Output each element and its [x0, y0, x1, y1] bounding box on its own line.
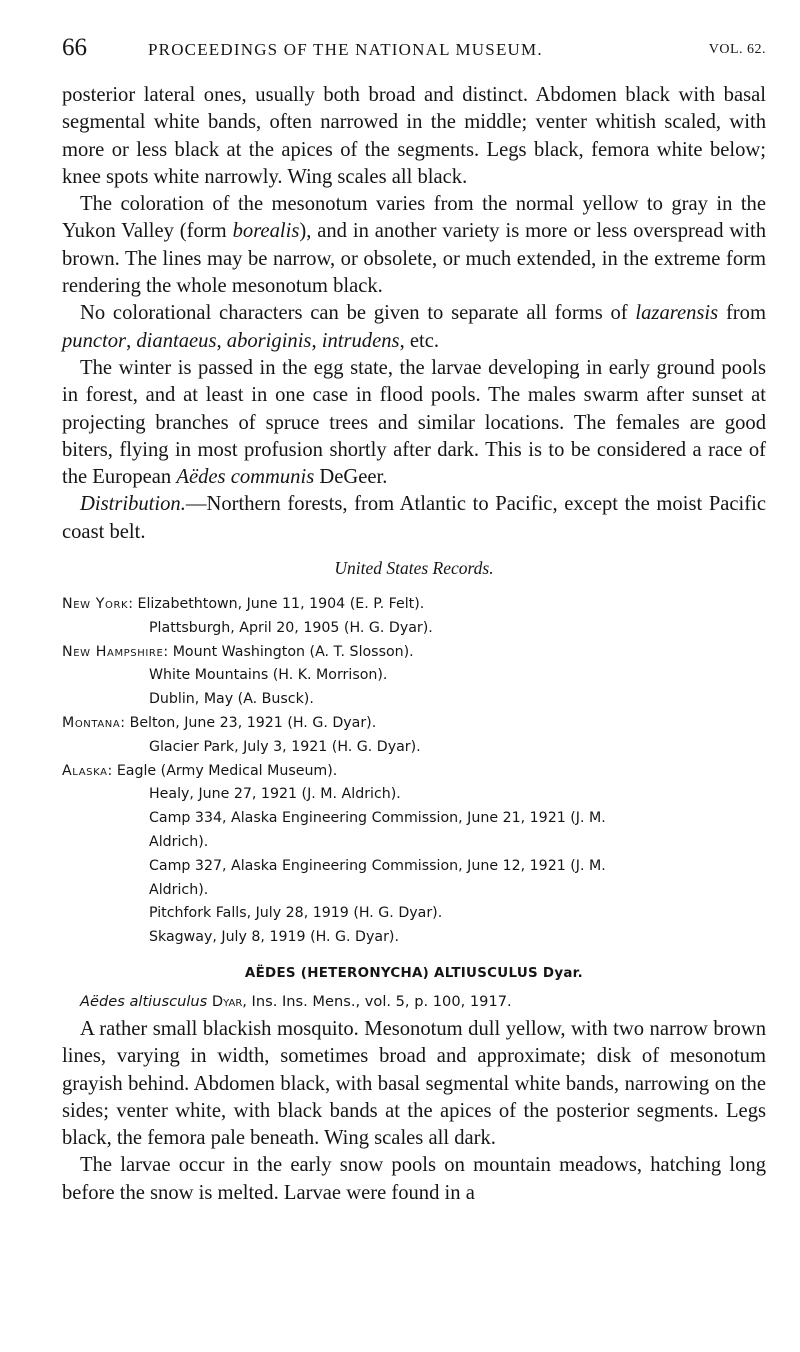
species-name: Aëdes communis [176, 466, 315, 489]
paragraph-abdomen-description: posterior lateral ones, usually both broad and distinct. Abdomen black with basal segmental white bands, often narrowed in the middle; venter whitish scaled, with more or less black at the apices of the segments. Legs black, femora white below; knee spots white narrowly. Wing scales all black. [62, 84, 766, 188]
text-run: , [311, 329, 322, 352]
state-name: New Hampshire [62, 643, 164, 660]
citation-reference: , Ins. Ins. Mens., vol. 5, p. 100, 1917. [242, 993, 512, 1010]
text-run: The winter is passed in the egg state, the larvae developing in early ground pools in forest, and at least in one case in flood pools. The males swarm after sunset at projecting branches of spruce trees and similar locations. The females are good biters, flying in most profusion shortly after dark. This is to be considered a race of the European [62, 356, 766, 489]
text-run: The coloration of the mesonotum varies from the normal yellow to gray in the Yukon Valley (form [62, 193, 766, 243]
distribution-text: —Northern forests, from Atlantic to Pacific, except the moist Pacific coast belt. [62, 493, 766, 543]
species-name: lazarensis [635, 302, 719, 325]
record-line: Plattsburgh, April 20, 1905 (H. G. Dyar). [149, 619, 433, 636]
record-entry: Elizabethtown, June 11, 1904 (E. P. Felt). [137, 596, 425, 613]
species-name: punctor [62, 329, 127, 352]
record-state-group [62, 760, 766, 950]
text-run: ), and in another variety is more or less overspread with brown. The lines may be narrow, or obsolete, or much extended, in the extreme form rendering the whole mesonotum black. [62, 220, 767, 298]
species-citation [62, 993, 766, 1010]
record-line: Healy, June 27, 1921 (J. M. Aldrich). [149, 786, 401, 803]
text-run: , [126, 329, 137, 352]
record-line [62, 593, 766, 617]
record-line: Camp 334, Alaska Engineering Commission, June 21, 1921 (J. M. [149, 810, 606, 827]
species-name: aboriginis [226, 329, 312, 352]
records-list [62, 593, 766, 950]
record-line: White Mountains (H. K. Morrison). [149, 667, 388, 684]
record-state-group [62, 641, 766, 712]
record-line [62, 641, 766, 665]
paragraph-biology [62, 355, 766, 491]
record-state-group [62, 593, 766, 641]
record-line: Pitchfork Falls, July 28, 1919 (H. G. Dyar). [149, 905, 443, 922]
record-line: Camp 327, Alaska Engineering Commission, June 12, 1921 (J. M. [149, 857, 606, 874]
state-colon: : [163, 643, 173, 660]
state-name: Alaska [62, 762, 108, 779]
species-heading: AËDES (HETERONYCHA) ALTIUSCULUS Dyar. [244, 966, 584, 981]
species-name: intrudens [321, 329, 400, 352]
record-entry: Mount Washington (A. T. Slosson). [172, 643, 414, 660]
paragraph-larvae: The larvae occur in the early snow pools on mountain meadows, hatching long before the snow is melted. Larvae were found in a [62, 1154, 766, 1204]
text-run: No colorational characters can be given to separate all forms of [80, 302, 636, 325]
citation-species-name: Aëdes altiusculus [80, 993, 208, 1010]
state-name: Montana [62, 715, 121, 732]
paragraph-coloration [62, 191, 766, 300]
records-heading: United States Records. [334, 558, 494, 579]
state-colon: : [120, 715, 130, 732]
record-line: Skagway, July 8, 1919 (H. G. Dyar). [149, 929, 399, 946]
text-run: , [216, 329, 227, 352]
page-number: 66 [62, 34, 87, 61]
record-line: Glacier Park, July 3, 1921 (H. G. Dyar). [149, 738, 421, 755]
record-line [62, 760, 766, 784]
record-line [62, 712, 766, 736]
paragraph-characters [62, 300, 766, 355]
record-line: Dublin, May (A. Busck). [149, 691, 314, 708]
species-name: diantaeus [136, 329, 217, 352]
state-name: New York [62, 596, 129, 613]
volume-label: VOL. 62. [708, 42, 766, 57]
paragraph-altiusculus-description: A rather small blackish mosquito. Mesonotum dull yellow, with two narrow brown lines, varying in width, sometimes broad and approximate; disk of mesonotum grayish behind. Abdomen black, with basal segmental white bands, narrowing on the sides; venter white, with black bands at the apices of the posterior segments. Legs black, the femora pale beneath. Wing scales all dark. [62, 1018, 766, 1150]
page-body [62, 82, 766, 1207]
citation-author: Dyar [211, 993, 243, 1010]
text-run: from [718, 302, 766, 325]
paragraph-distribution [62, 491, 766, 546]
form-name: borealis [232, 220, 300, 243]
text-run: , etc. [399, 329, 440, 352]
record-line: Aldrich). [149, 834, 209, 851]
record-entry: Eagle (Army Medical Museum). [116, 762, 338, 779]
record-line: Aldrich). [149, 881, 209, 898]
state-colon: : [107, 762, 117, 779]
record-entry: Belton, June 23, 1921 (H. G. Dyar). [129, 715, 377, 732]
distribution-label: Distribution. [80, 493, 186, 516]
running-title: PROCEEDINGS OF THE NATIONAL MUSEUM. [148, 40, 543, 59]
state-colon: : [128, 596, 138, 613]
running-header [62, 34, 766, 64]
record-state-group [62, 712, 766, 760]
text-run: DeGeer. [314, 466, 388, 489]
